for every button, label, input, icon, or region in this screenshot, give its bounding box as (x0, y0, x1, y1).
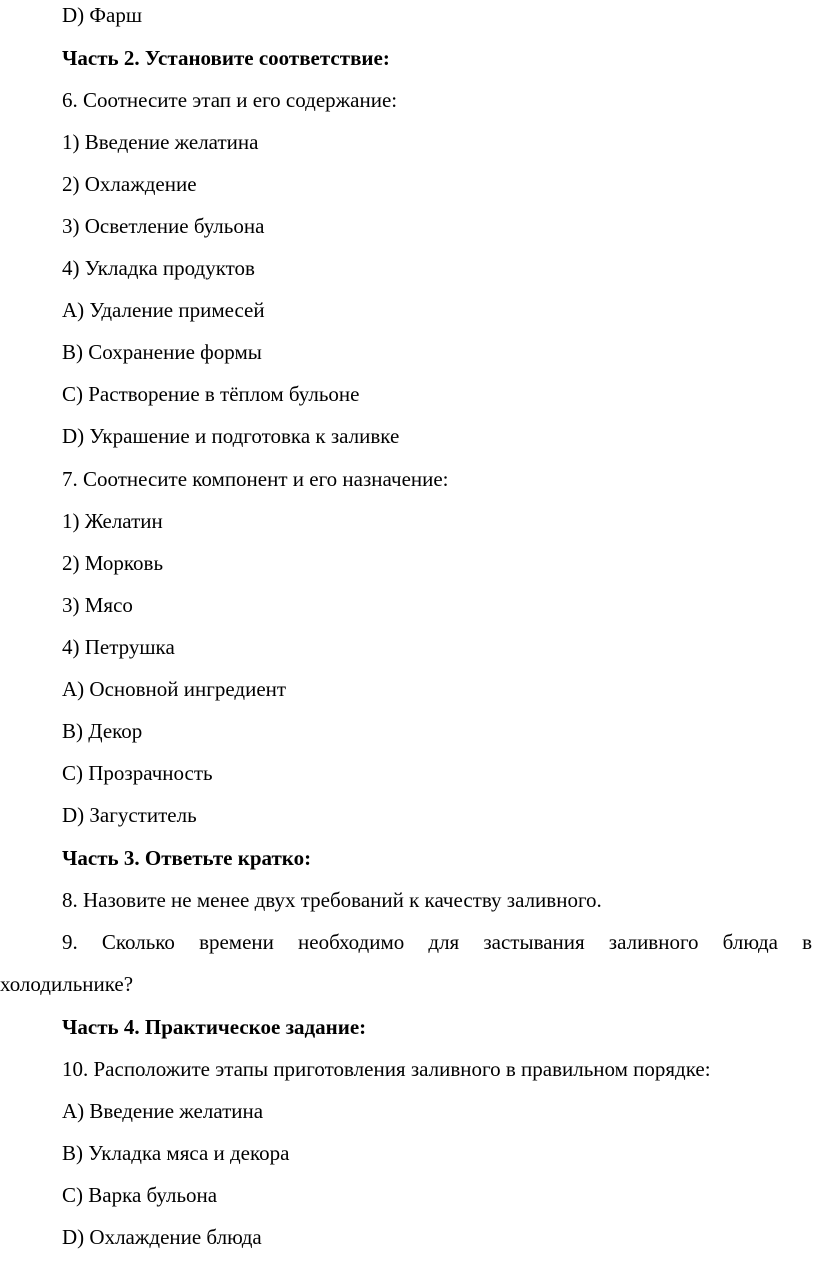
question-6: 6. Соотнесите этап и его содержание: (62, 88, 398, 112)
part4-heading: Часть 4. Практическое задание: (62, 1015, 367, 1039)
q6-option-c: C) Растворение в тёплом бульоне (62, 382, 360, 406)
q7-item-2: 2) Морковь (62, 551, 164, 575)
question-7: 7. Соотнесите компонент и его назначение: (62, 467, 449, 491)
q7-item-3: 3) Мясо (62, 593, 133, 617)
q6-item-2: 2) Охлаждение (62, 172, 197, 196)
q10-option-a: A) Введение желатина (62, 1099, 264, 1123)
question-9-line-2: холодильнике? (0, 972, 134, 996)
part2-heading: Часть 2. Установите соответствие: (62, 46, 390, 70)
q10-option-d: D) Охлаждение блюда (62, 1225, 262, 1249)
q6-option-b: B) Сохранение формы (62, 340, 262, 364)
q10-option-b: B) Укладка мяса и декора (62, 1141, 290, 1165)
question-10: 10. Расположите этапы приготовления заливного в правильном порядке: (62, 1057, 711, 1081)
part3-heading: Часть 3. Ответьте кратко: (62, 846, 312, 870)
q7-option-b: B) Декор (62, 719, 143, 743)
q7-option-a: A) Основной ингредиент (62, 677, 287, 701)
q6-item-4: 4) Укладка продуктов (62, 256, 255, 280)
q6-item-1: 1) Введение желатина (62, 130, 259, 154)
q6-option-d: D) Украшение и подготовка к заливке (62, 424, 400, 448)
q7-item-4: 4) Петрушка (62, 635, 175, 659)
q10-option-c: C) Варка бульона (62, 1183, 218, 1207)
question-8: 8. Назовите не менее двух требований к качеству заливного. (62, 888, 602, 912)
q6-option-a: A) Удаление примесей (62, 298, 265, 322)
q7-item-1: 1) Желатин (62, 509, 163, 533)
q6-item-3: 3) Осветление бульона (62, 214, 265, 238)
answer-option-d-farsh: D) Фарш (62, 3, 142, 27)
q7-option-d: D) Загуститель (62, 803, 197, 827)
question-9-line-1: 9. Сколько времени необходимо для застывания заливного блюда в (62, 930, 812, 954)
q7-option-c: C) Прозрачность (62, 761, 213, 785)
